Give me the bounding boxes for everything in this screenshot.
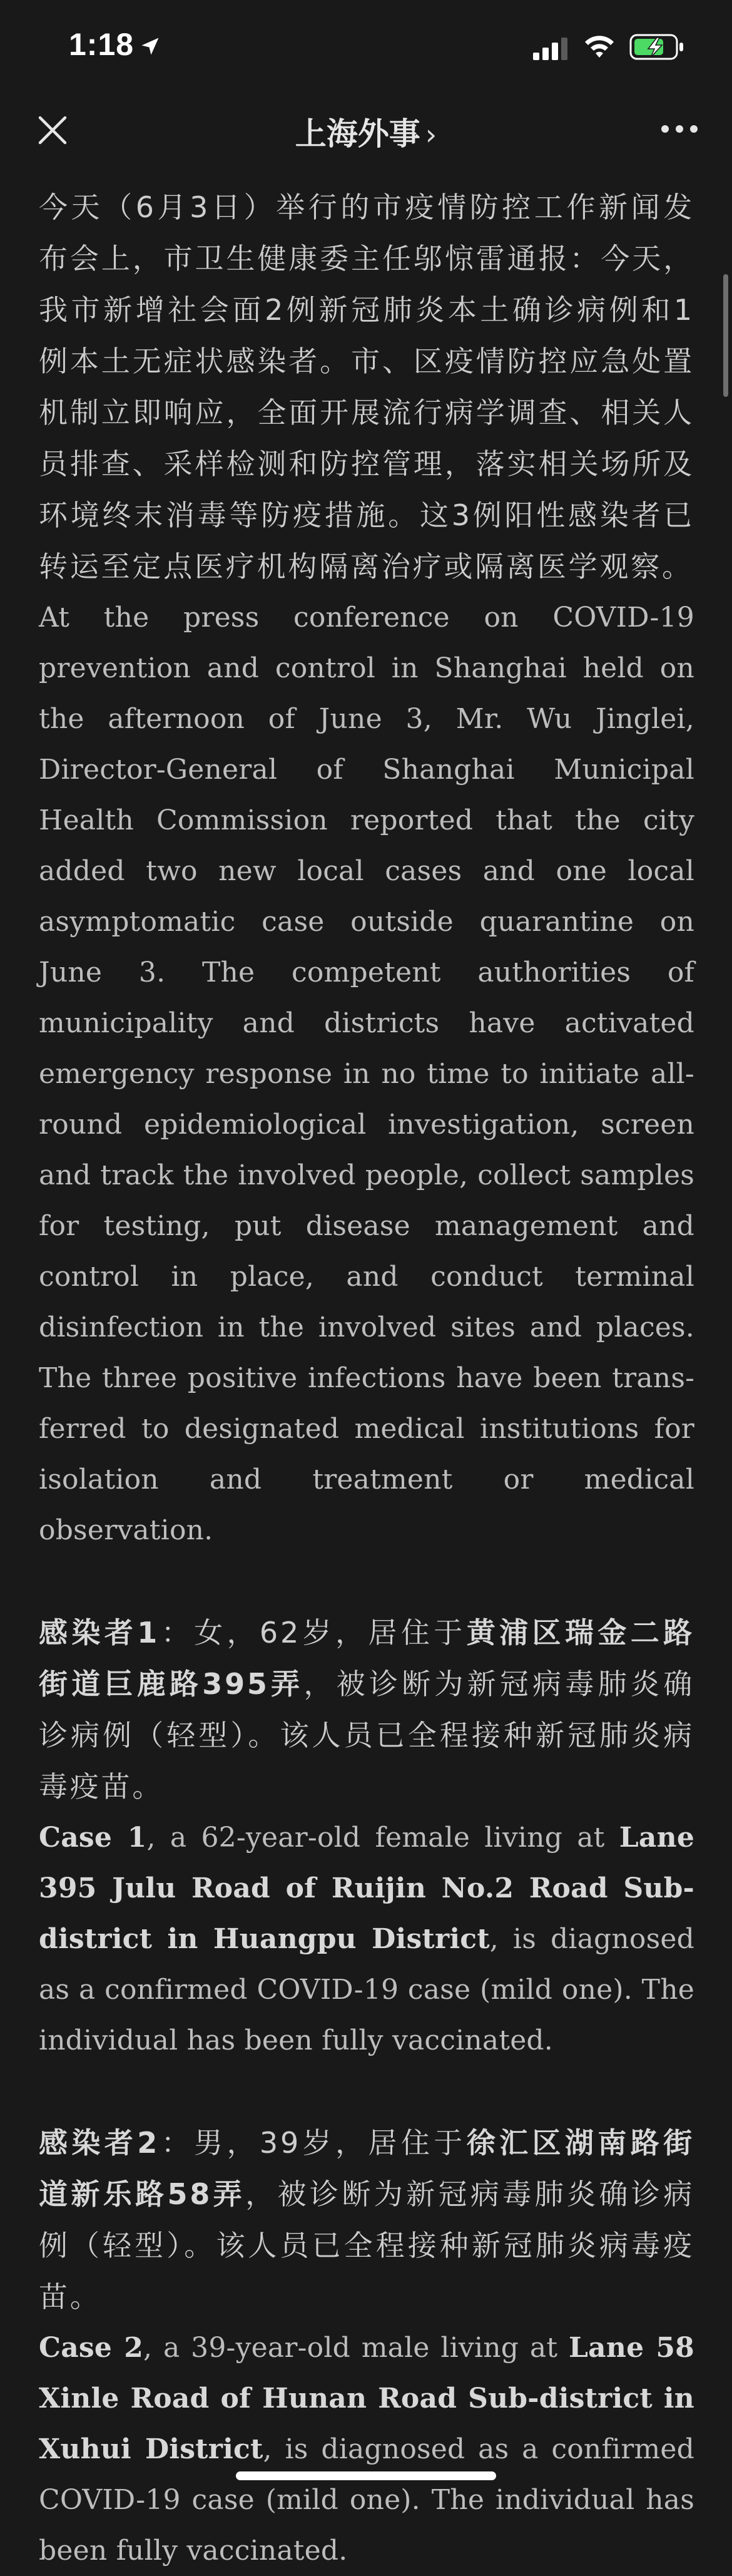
case2-en-text: , a 39-year-old male living at [143, 2332, 569, 2364]
case2-en-text-2: , is diagnosed as a confirmed COVID-19 case (mild one). The individual has been fully vaccinated. [39, 2433, 694, 2567]
battery-charging-icon [629, 34, 686, 60]
article-body [39, 182, 694, 2576]
wifi-icon [583, 33, 616, 60]
account-title: 上海外事 [295, 116, 420, 152]
case2-zh-text: ：男，39岁，居住于 [160, 2126, 467, 2160]
case2-en-paragraph [39, 2322, 694, 2576]
chevron-right-icon: › [425, 118, 437, 151]
case1-zh-text-2: ，被诊断为新冠病毒肺炎确诊病例（轻型）。该人员已全程接种新冠肺炎病毒疫苗。 [39, 1667, 694, 1804]
case1-zh-paragraph [39, 1607, 694, 1812]
case1-zh-location: 黄浦区瑞金二路街道巨鹿路395弄 [39, 1616, 694, 1701]
case2-en-label: Case 2 [39, 2332, 144, 2364]
intro-zh-paragraph: 今天（6月3日）举行的市疫情防控工作新闻发布会上，市卫生健康委主任邬惊雷通报：今天，我市新增社会面2例新冠肺炎本土确诊病例和1例本土无症状感染者。市、区疫情防控应急处置机制立即响应，全面开展流行病学调查、相关人员排查、采样检测和防控管理，落实相关场所及环境终末消毒等防疫措施。这3例阳性感染者已转运至定点医疗机构隔离治疗或隔离医学观察。 [39, 190, 694, 583]
home-indicator[interactable] [236, 2471, 496, 2480]
scroll-indicator[interactable] [723, 274, 728, 397]
case2-zh-label: 感染者2 [39, 2126, 160, 2160]
case1-en-location: Lane 395 Julu Road of Ruijin No.2 Road Sub-district in Huangpu District [39, 1822, 695, 1955]
case1-en-text: , a 62-year-old female living at [146, 1822, 619, 1854]
paragraph-spacer [39, 1556, 694, 1607]
case2-zh-paragraph [39, 2117, 694, 2322]
paragraph-spacer [39, 2066, 694, 2117]
intro-en-paragraph: At the press conference on COVID-19 prevention and control in Shanghai held on the afternoon of June 3, Mr. Wu Jinglei, Director-General of Shanghai Municipal Health Commission reported that the city added two new local cases and one local asymptomatic case outside quarantine on June 3. The competent authorities of municipality and districts have activated emergency response in no time to initiate all-round epidemiological investigation, screen and track the involved people, collect samples for testing, put disease management and control in place, and conduct terminal disinfection in the involved sites and places. The three positive infections have been transferred to designated medical institutions for isolation and treatment or medical observation. [39, 602, 694, 1546]
more-dots-icon[interactable] [660, 121, 699, 136]
case1-zh-label: 感染者1 [39, 1616, 160, 1650]
location-arrow-icon [139, 35, 161, 58]
case2-zh-text-2: ，被诊断为新冠病毒肺炎确诊病例（轻型）。该人员已全程接种新冠肺炎病毒疫苗。 [39, 2177, 695, 2314]
case1-zh-text: ：女，62岁，居住于 [160, 1616, 467, 1650]
case1-en-text-2: , is diagnosed as a confirmed COVID-19 case (mild one). The individual has been fully vaccinated. [39, 1923, 694, 2056]
case1-en-label: Case 1 [39, 1822, 147, 1854]
case1-en-paragraph [39, 1812, 694, 2066]
status-bar [0, 0, 732, 94]
cellular-signal-icon [533, 38, 568, 60]
account-title-link[interactable] [0, 109, 732, 154]
case2-zh-location: 徐汇区湖南路街道新乐路58弄 [39, 2126, 694, 2211]
case2-en-location: Lane 58 Xinle Road of Hunan Road Sub-district in Xuhui District [39, 2332, 694, 2465]
status-time: 1:18 [69, 27, 135, 62]
nav-bar [0, 94, 732, 169]
